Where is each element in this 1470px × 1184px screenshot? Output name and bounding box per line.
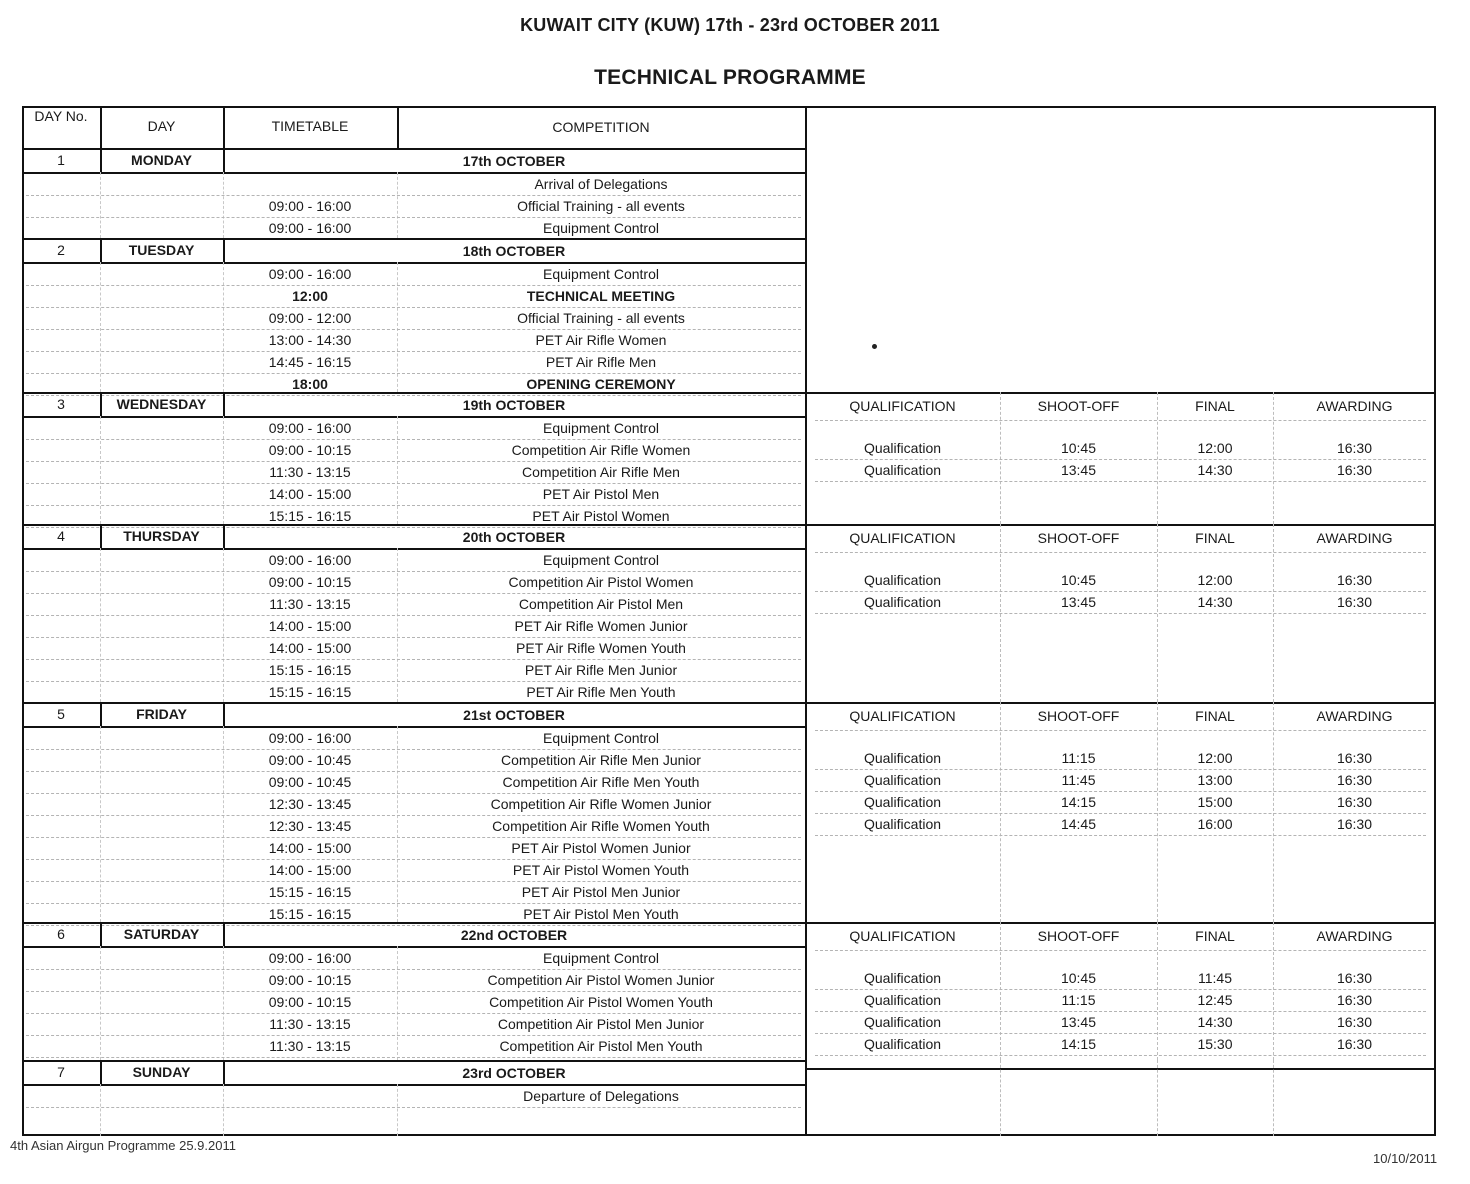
row-time: 11:30 - 13:15: [269, 596, 351, 612]
column-separator: [1157, 1060, 1158, 1136]
row-event: Equipment Control: [543, 730, 659, 746]
row-event: Competition Air Rifle Men Youth: [502, 774, 700, 790]
row-event: Official Training - all events: [517, 198, 685, 214]
row-time: 12:30 - 13:45: [268, 796, 352, 812]
result-shoot-off: 14:45: [1060, 816, 1097, 832]
day-date: 20th OCTOBER: [462, 529, 566, 545]
header-competition: COMPETITION: [552, 119, 650, 135]
row-time: 15:15 - 16:15: [268, 662, 352, 678]
result-shoot-off: 10:45: [1060, 440, 1097, 456]
row-event: Competition Air Pistol Women: [508, 574, 694, 590]
row-event: Equipment Control: [543, 220, 659, 236]
header-qualification: QUALIFICATION: [849, 398, 956, 414]
row-time: 11:30 - 13:15: [269, 464, 351, 480]
result-shoot-off: 11:15: [1061, 992, 1096, 1008]
result-qualification: Qualification: [863, 970, 942, 986]
row-time: 18:00: [292, 376, 328, 392]
row-time: 14:00 - 15:00: [268, 640, 352, 656]
day-number: 1: [57, 152, 65, 168]
row-event: Competition Air Pistol Women Youth: [489, 994, 713, 1010]
result-awarding: 16:30: [1336, 816, 1373, 832]
day-name: FRIDAY: [136, 706, 187, 722]
row-time: 09:00 - 16:00: [268, 552, 352, 568]
row-separator: [815, 481, 1426, 482]
header-qualification: QUALIFICATION: [849, 928, 956, 944]
day-name: MONDAY: [131, 152, 192, 168]
header-shoot-off: SHOOT-OFF: [1037, 928, 1120, 944]
row-event: PET Air Pistol Men: [542, 486, 660, 502]
row-time: 09:00 - 16:00: [268, 198, 352, 214]
row-event: Equipment Control: [543, 950, 659, 966]
column-separator: [100, 946, 101, 1060]
row-time: 09:00 - 16:00: [268, 950, 352, 966]
row-event: Competition Air Pistol Men Youth: [499, 1038, 703, 1054]
row-event: PET Air Pistol Women: [532, 508, 670, 524]
day-date: 19th OCTOBER: [462, 397, 566, 413]
row-event: PET Air Rifle Women Junior: [514, 618, 688, 634]
result-awarding: 16:30: [1336, 970, 1373, 986]
result-qualification: Qualification: [863, 750, 942, 766]
header-day-no: DAY No.: [34, 108, 88, 124]
row-event: PET Air Pistol Men Youth: [523, 906, 679, 922]
result-qualification: Qualification: [863, 794, 942, 810]
column-separator: [1273, 1060, 1274, 1136]
row-time: 13:00 - 14:30: [268, 332, 352, 348]
row-separator: [815, 613, 1426, 614]
day-number: 5: [57, 706, 65, 722]
header-shoot-off: SHOOT-OFF: [1037, 530, 1120, 546]
result-awarding: 16:30: [1336, 794, 1373, 810]
row-event: Competition Air Rifle Men: [522, 464, 680, 480]
result-awarding: 16:30: [1336, 462, 1373, 478]
page-title: TECHNICAL PROGRAMME: [594, 66, 866, 89]
day-number: 3: [57, 396, 65, 412]
result-final: 12:00: [1197, 440, 1233, 456]
column-separator: [100, 1084, 101, 1136]
results-band-top: [805, 1068, 1436, 1070]
row-time: 09:00 - 16:00: [268, 730, 352, 746]
column-separator: [1273, 702, 1274, 922]
result-shoot-off: 13:45: [1060, 462, 1097, 478]
day-name: THURSDAY: [123, 528, 200, 544]
row-event: Competition Air Pistol Men: [518, 596, 684, 612]
result-final: 16:00: [1197, 816, 1233, 832]
row-event: TECHNICAL MEETING: [526, 288, 676, 304]
row-event: PET Air Pistol Women Youth: [512, 862, 690, 878]
result-qualification: Qualification: [863, 440, 942, 456]
result-final: 14:30: [1197, 462, 1233, 478]
result-shoot-off: 14:15: [1060, 794, 1097, 810]
result-qualification: Qualification: [863, 572, 942, 588]
row-time: 09:00 - 10:15: [268, 574, 352, 590]
header-timetable: TIMETABLE: [271, 118, 349, 134]
row-time: 12:30 - 13:45: [268, 818, 352, 834]
header-final: FINAL: [1195, 530, 1235, 546]
row-event: Competition Air Rifle Men Junior: [501, 752, 701, 768]
row-event: PET Air Pistol Women Junior: [511, 840, 691, 856]
row-time: 14:00 - 15:00: [268, 618, 352, 634]
header-awarding: AWARDING: [1316, 928, 1393, 944]
row-event: OPENING CEREMONY: [526, 376, 676, 392]
row-time: 09:00 - 10:15: [268, 972, 352, 988]
column-separator: [223, 1084, 224, 1136]
result-shoot-off: 10:45: [1060, 572, 1097, 588]
result-shoot-off: 10:45: [1060, 970, 1097, 986]
row-event: Official Training - all events: [517, 310, 685, 326]
results-band-top: [805, 922, 1436, 924]
result-qualification: Qualification: [863, 462, 942, 478]
result-final: 14:30: [1197, 1014, 1233, 1030]
row-time: 12:00: [292, 288, 328, 304]
column-separator: [1157, 702, 1158, 922]
row-time: 15:15 - 16:15: [268, 508, 352, 524]
scan-speck: [872, 344, 877, 349]
row-separator: [26, 1057, 801, 1058]
day-date: 22nd OCTOBER: [460, 927, 568, 943]
result-final: 13:00: [1197, 772, 1233, 788]
row-event: Competition Air Rifle Women: [511, 442, 691, 458]
header-final: FINAL: [1195, 398, 1235, 414]
result-awarding: 16:30: [1336, 772, 1373, 788]
result-awarding: 16:30: [1336, 992, 1373, 1008]
row-time: 11:30 - 13:15: [269, 1038, 351, 1054]
result-qualification: Qualification: [863, 1036, 942, 1052]
result-qualification: Qualification: [863, 772, 942, 788]
row-time: 09:00 - 10:15: [268, 994, 352, 1010]
header-qualification: QUALIFICATION: [849, 530, 956, 546]
results-band-top: [805, 702, 1436, 704]
row-time: 09:00 - 10:45: [268, 752, 352, 768]
result-shoot-off: 14:15: [1060, 1036, 1097, 1052]
result-final: 14:30: [1197, 594, 1233, 610]
row-time: 09:00 - 12:00: [268, 310, 352, 326]
day-date: 21st OCTOBER: [463, 707, 565, 723]
day-number: 7: [57, 1064, 65, 1080]
row-time: 15:15 - 16:15: [268, 906, 352, 922]
row-event: PET Air Rifle Men Junior: [524, 662, 678, 678]
result-final: 15:30: [1197, 1036, 1233, 1052]
result-final: 12:45: [1197, 992, 1233, 1008]
row-event: PET Air Rifle Men Youth: [526, 684, 676, 700]
footer-right: 10/10/2011: [1373, 1151, 1438, 1166]
row-time: 14:00 - 15:00: [268, 486, 352, 502]
row-time: 09:00 - 10:45: [268, 774, 352, 790]
result-shoot-off: 11:15: [1061, 750, 1096, 766]
header-shoot-off: SHOOT-OFF: [1037, 398, 1120, 414]
row-time: 15:15 - 16:15: [268, 684, 352, 700]
result-qualification: Qualification: [863, 594, 942, 610]
row-event: Competition Air Rifle Women Junior: [490, 796, 712, 812]
header-awarding: AWARDING: [1316, 708, 1393, 724]
day-number: 4: [57, 528, 65, 544]
header-shoot-off: SHOOT-OFF: [1037, 708, 1120, 724]
row-event: Competition Air Pistol Men Junior: [497, 1016, 705, 1032]
result-awarding: 16:30: [1336, 1036, 1373, 1052]
column-separator: [100, 416, 101, 524]
row-time: 15:15 - 16:15: [268, 884, 352, 900]
day-date: 17th OCTOBER: [462, 153, 566, 169]
day-number: 6: [57, 926, 65, 942]
row-event: PET Air Rifle Women: [535, 332, 667, 348]
result-awarding: 16:30: [1336, 594, 1373, 610]
result-final: 15:00: [1197, 794, 1233, 810]
row-time: 09:00 - 16:00: [268, 220, 352, 236]
row-event: Equipment Control: [543, 420, 659, 436]
result-qualification: Qualification: [863, 816, 942, 832]
result-shoot-off: 13:45: [1060, 594, 1097, 610]
result-awarding: 16:30: [1336, 440, 1373, 456]
row-event: Competition Air Rifle Women Youth: [492, 818, 710, 834]
row-time: 09:00 - 10:15: [268, 442, 352, 458]
event-title: KUWAIT CITY (KUW) 17th - 23rd OCTOBER 2011: [520, 15, 940, 35]
row-time: 14:00 - 15:00: [268, 840, 352, 856]
column-separator: [1000, 1060, 1001, 1136]
result-awarding: 16:30: [1336, 572, 1373, 588]
header-qualification: QUALIFICATION: [849, 708, 956, 724]
row-event: PET Air Pistol Men Junior: [521, 884, 681, 900]
row-separator: [815, 835, 1426, 836]
row-event: Competition Air Pistol Women Junior: [487, 972, 715, 988]
result-final: 11:45: [1198, 970, 1232, 986]
result-shoot-off: 11:45: [1061, 772, 1096, 788]
row-separator: [815, 730, 1426, 731]
day-number: 2: [57, 242, 65, 258]
row-event: Equipment Control: [543, 552, 659, 568]
column-separator: [100, 172, 101, 238]
row-time: 14:45 - 16:15: [268, 354, 352, 370]
results-band-top: [805, 392, 1436, 394]
column-separator: [100, 726, 101, 922]
day-name: SATURDAY: [123, 926, 200, 942]
row-time: 11:30 - 13:15: [269, 1016, 351, 1032]
header-awarding: AWARDING: [1316, 530, 1393, 546]
row-separator: [815, 420, 1426, 421]
result-shoot-off: 13:45: [1060, 1014, 1097, 1030]
row-time: 14:00 - 15:00: [268, 862, 352, 878]
column-separator: [1000, 702, 1001, 922]
row-event: PET Air Rifle Men: [545, 354, 657, 370]
row-separator: [815, 552, 1426, 553]
row-time: 09:00 - 16:00: [268, 266, 352, 282]
row-separator: [815, 1055, 1426, 1056]
day-date: 23rd OCTOBER: [462, 1065, 566, 1081]
row-event: PET Air Rifle Women Youth: [516, 640, 686, 656]
footer-left: 4th Asian Airgun Programme 25.9.2011: [10, 1138, 236, 1153]
result-final: 12:00: [1197, 750, 1233, 766]
row-event: Equipment Control: [543, 266, 659, 282]
result-final: 12:00: [1197, 572, 1233, 588]
result-awarding: 16:30: [1336, 750, 1373, 766]
day-name: TUESDAY: [128, 242, 195, 258]
day-name: WEDNESDAY: [116, 396, 207, 412]
result-qualification: Qualification: [863, 992, 942, 1008]
row-time: 09:00 - 16:00: [268, 420, 352, 436]
result-awarding: 16:30: [1336, 1014, 1373, 1030]
result-qualification: Qualification: [863, 1014, 942, 1030]
row-event: Departure of Delegations: [523, 1088, 679, 1104]
row-event: Arrival of Delegations: [534, 176, 668, 192]
row-separator: [26, 1107, 801, 1108]
day-name: SUNDAY: [132, 1064, 191, 1080]
day-date: 18th OCTOBER: [462, 243, 566, 259]
results-band-top: [805, 524, 1436, 526]
header-final: FINAL: [1195, 708, 1235, 724]
header-awarding: AWARDING: [1316, 398, 1393, 414]
header-day: DAY: [147, 118, 176, 134]
row-separator: [815, 950, 1426, 951]
header-final: FINAL: [1195, 928, 1235, 944]
